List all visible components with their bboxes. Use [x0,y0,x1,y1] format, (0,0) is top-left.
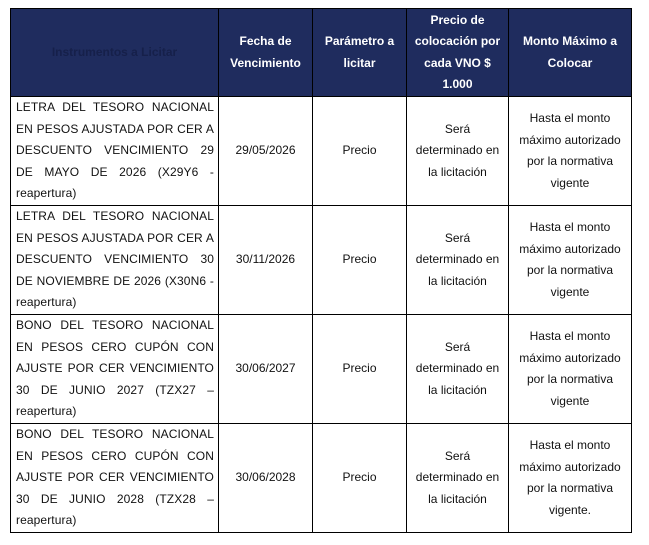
header-instrumentos: Instrumentos a Licitar [11,9,219,97]
cell-fecha: 30/06/2028 [219,424,313,533]
cell-instrumento: BONO DEL TESORO NACIONAL EN PESOS CERO CUPÓN CON AJUSTE POR CER VENCIMIENTO 30 DE JUNIO 2027 (TZX27 – reapertura) [11,315,219,424]
instruments-table [10,8,632,533]
cell-instrumento: BONO DEL TESORO NACIONAL EN PESOS CERO CUPÓN CON AJUSTE POR CER VENCIMIENTO 30 DE JUNIO 2028 (TZX28 – reapertura) [11,424,219,533]
cell-monto: Hasta el monto máximo autorizado por la normativa vigente. [509,424,632,533]
cell-instrumento: LETRA DEL TESORO NACIONAL EN PESOS AJUSTADA POR CER A DESCUENTO VENCIMIENTO 29 DE MAYO DE 2026 (X29Y6 - reapertura) [11,97,219,206]
cell-instrumento: LETRA DEL TESORO NACIONAL EN PESOS AJUSTADA POR CER A DESCUENTO VENCIMIENTO 30 DE NOVIEMBRE DE 2026 (X30N6 - reapertura) [11,206,219,315]
table-row [11,97,632,206]
header-row [11,9,632,97]
cell-parametro: Precio [313,97,407,206]
header-parametro: Parámetro a licitar [313,9,407,97]
cell-parametro: Precio [313,424,407,533]
table-row [11,315,632,424]
cell-precio: Será determinado en la licitación [407,97,509,206]
cell-fecha: 30/06/2027 [219,315,313,424]
cell-precio: Será determinado en la licitación [407,206,509,315]
cell-monto: Hasta el monto máximo autorizado por la normativa vigente [509,206,632,315]
table-row [11,206,632,315]
cell-monto: Hasta el monto máximo autorizado por la normativa vigente [509,97,632,206]
cell-parametro: Precio [313,206,407,315]
cell-fecha: 30/11/2026 [219,206,313,315]
header-monto: Monto Máximo a Colocar [509,9,632,97]
cell-precio: Será determinado en la licitación [407,315,509,424]
cell-parametro: Precio [313,315,407,424]
table-row [11,424,632,533]
cell-precio: Será determinado en la licitación [407,424,509,533]
header-fecha: Fecha de Vencimiento [219,9,313,97]
cell-monto: Hasta el monto máximo autorizado por la normativa vigente [509,315,632,424]
header-precio: Precio de colocación por cada VNO $ 1.000 [407,9,509,97]
cell-fecha: 29/05/2026 [219,97,313,206]
